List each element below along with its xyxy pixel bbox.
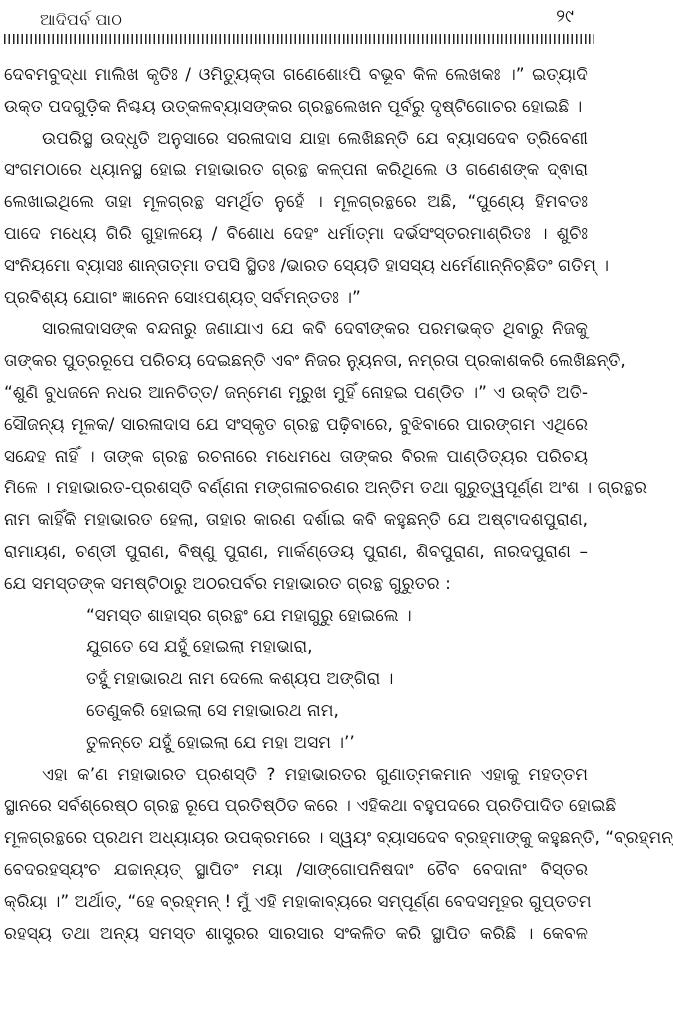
page-header — [0, 0, 600, 48]
text-line: ଲେଖାଇଥିଲେ ତାହା ମୂଳଗ୍ରନ୍ଥ ସମର୍ଥିତ ନୁହେଁ । ମୂଳଗ୍ରନ୍ଥରେ ଅଛି, “ପୁଣ୍ୟେ ହିମବତଃ — [4, 192, 588, 213]
text-line: ପାଦେ ମଧ୍ୟେ ଗିରି ଗୁହାଳୟେ / ବିଶୋଧ ଦେହଂ ଧର୍ମାତ୍ମା ଦର୍ଭସଂସ୍ତରମାଶ୍ରିତଃ । ଶୁଚିଃ — [4, 223, 588, 244]
text-line: ରହସ୍ୟ ତଥା ଅନ୍ୟ ସମସ୍ତ ଶାସ୍ତ୍ରର ସାରସାର ସଂକଳିତ କରି ସ୍ଥାପିତ କରିଛି । କେବଳ — [4, 923, 588, 944]
verse-line: ତୁଳନ୍ତେ ଯହୁଁ ହୋଇଲା ଯେ ମହା ଅସମ ।’’ — [86, 732, 355, 753]
text-line: ମିଳେ । ମହାଭାରତ-ପ୍ରଶସ୍ତି ବର୍ଣ୍ଣନା ମଙ୍ଗଳାଚରଣର ଅନ୍ତିମ ତଥା ଗୁରୁତ୍ୱପୂର୍ଣ୍ଣ ଅଂଶ । ଗ୍ରନ୍ଥର — [4, 478, 648, 499]
text-line: ମୂଳଗ୍ରନ୍ଥରେ ପ୍ରଥମ ଅଧ୍ୟାୟର ଉପକ୍ରମରେ । ସ୍ୱୟଂ ବ୍ୟାସଦେବ ବ୍ରହ୍ମାଙ୍କୁ କହୁଛନ୍ତି, “ବ୍ରହ୍ମନ୍ — [4, 828, 673, 849]
text-line: ସଂନିୟମୋ ବ୍ୟାସଃ ଶାନ୍ତାତ୍ମା ତପସି ସ୍ଥିତଃ /ଭାରତ ସ୍ୟେତି ହାସସ୍ୟ ଧର୍ମେଣାନ୍ନିଚ୍ଛିତଂ ଗତିମ୍ । — [4, 255, 609, 276]
header-rule — [4, 34, 594, 44]
text-line: କ୍ରିୟା ।” ଅର୍ଥାତ୍, “ହେ ବ୍ରହ୍ମନ୍ ! ମୁଁ ଏହି ମହାକାବ୍ୟରେ ସମ୍ପୂର୍ଣ୍ଣ ବେଦସମୂହର ଗୁପ୍ତତମ — [4, 891, 592, 912]
text-line: ସୌଜନ୍ୟ ମୂଳକ/ ସାରଳାଦାସ ଯେ ସଂସ୍କୃତ ଗ୍ରନ୍ଥ ପଢ଼ିବାରେ, ବୁଝିବାରେ ପାରଙ୍ଗମ ଏଥିରେ — [4, 414, 588, 435]
text-line: ସାରଳାଦାସଙ୍କ ବନ୍ଦନାରୁ ଜଣାଯାଏ ଯେ କବି ଦେବୀଙ୍କର ପରମଭକ୍ତ ଥିବାରୁ ନିଜକୁ — [42, 319, 588, 340]
text-line: ସନ୍ଦେହ ନାହିଁ । ତାଙ୍କ ଗ୍ରନ୍ଥ ରଚନାରେ ମଧେମଧେ ତାଙ୍କର ବିରଳ ପାଣ୍ଡିତ୍ୟର ପରିଚୟ — [4, 446, 588, 467]
text-line: ସ୍ଥାନରେ ସର୍ବଶ୍ରେଷ୍ଠ ଗ୍ରନ୍ଥ ରୂପେ ପ୍ରତିଷ୍ଠିତ କରେ । ଏହିକଥା ବହୁପଦରେ ପ୍ରତିପାଦିତ ହୋଇଛି — [4, 796, 617, 817]
text-line: ରାମାୟଣ, ଚଣ୍ଡୀ ପୁରାଣ, ବିଷ୍ଣୁ ପୁରାଣ, ମାର୍କଣ୍ଡେୟ ପୁରାଣ, ଶିବପୁରାଣ, ନାରଦପୁରାଣ – — [4, 541, 588, 562]
text-line: “ଶୁଣି ବୁଧଜନେ ନଧର ଆନଚିତ୍ତ/ ଜନ୍ମେଣ ମୂରୁଖ ମୁହିଁ ନୋହଇ ପଣ୍ଡିତ ।” ଏ ଉକ୍ତି ଅତି- — [4, 382, 588, 403]
text-line: ଉକ୍ତ ପଦଗୁଡ଼ିକ ନିଶ୍ଚୟ ଉତ୍କଳବ୍ୟାସଙ୍କର ଗ୍ରନ୍ଥଲେଖନ ପୂର୍ବରୁ ଦୃଷ୍ଟିଗୋଚର ହୋଇଛି । — [4, 96, 583, 117]
text-line: ତାଙ୍କର ପୁତ୍ରରୂପେ ପରିଚୟ ଦେଇଛନ୍ତି ଏବଂ ନିଜର ନ୍ୟୁନତା, ନମ୍ରତା ପ୍ରକାଶକରି ଲେଖିଛନ୍ତି, — [4, 351, 626, 372]
running-head: ଆଦିପର୍ବ ପାଠ — [40, 10, 123, 29]
body-text — [0, 60, 673, 950]
text-line: ନାମ କାହିଁକି ମହାଭାରତ ହେଲା, ତାହାର କାରଣ ଦର୍ଶାଇ କବି କହୁଛନ୍ତି ଯେ ଅଷ୍ଟାଦଶପୁରାଣ, — [4, 510, 588, 531]
page-number: ୨୯ — [556, 6, 574, 27]
verse-line: “ସମସ୍ତ ଶାହାସ୍ର ଗ୍ରନ୍ଥଂ ଯେ ମହାଗୁରୁ ହୋଇଲେ । — [86, 605, 412, 626]
text-line: ଉପରିସ୍ଥ ଉଦ୍ଧୃତି ଅନୁସାରେ ସରଳାଦାସ ଯାହା ଲେଖିଛନ୍ତି ଯେ ବ୍ୟାସଦେବ ତ୍ରିବେଣୀ — [42, 128, 588, 149]
text-line: ବେଦରହସ୍ୟଂଚ ଯଚ୍ଚାନ୍ୟତ୍ ସ୍ଥାପିତଂ ମୟା /ସାଙ୍ଗୋପନିଷଦାଂ ଚୈବ ବେଦାନାଂ ବିସ୍ତର — [4, 859, 588, 880]
verse-line: ତେଣୁକରି ହୋଇଲା ସେ ମହାଭାରଥ ନାମ, — [86, 700, 339, 721]
text-line: ଏହା କ’ଣ ମହାଭାରତ ପ୍ରଶସ୍ତି ? ମହାଭାରତର ଗୁଣାତ୍ମକମାନ ଏହାକୁ ମହତ୍ତମ — [42, 764, 588, 785]
verse-line: ତହୁଁ ମହାଭାରଥ ନାମ ଦେଲେ କଶ୍ୟପ ଅଙ୍ଗିରା । — [86, 669, 394, 690]
text-line: ସଂଗମଠାରେ ଧ୍ୟାନସ୍ଥ ହୋଇ ମହାଭାରତ ଗ୍ରନ୍ଥ କଳ୍ପନା କରିଥିଲେ ଓ ଗଣେଶଙ୍କ ଦ୍ଵାରା — [4, 160, 588, 181]
text-line: ଦେବମବୁଦ୍ଧା ମାଲିଖ କୃତିଃ / ଓମିତ୍ୟୁକ୍ତା ଗଣେଶୋଽପି ବଭୂବ କିଳ ଲେଖକଃ ।” ଇତ୍ୟାଦି — [4, 65, 588, 85]
text-line: ପ୍ରବିଶ୍ୟ ଯୋଗଂ ଜ୍ଞାନେନ ସୋଽପଶ୍ୟତ୍ ସର୍ବମନ୍ତତଃ ।” — [4, 287, 361, 308]
text-line: ଯେ ସମସ୍ତଙ୍କ ସମଷ୍ଟିଠାରୁ ଅଠରପର୍ବର ମହାଭାରତ ଗ୍ରନ୍ଥ ଗୁରୁତର : — [4, 573, 451, 594]
verse-line: ଯୁଗତେ ସେ ଯହୁଁ ହୋଇଲା ମହାଭାରା, — [86, 637, 313, 658]
